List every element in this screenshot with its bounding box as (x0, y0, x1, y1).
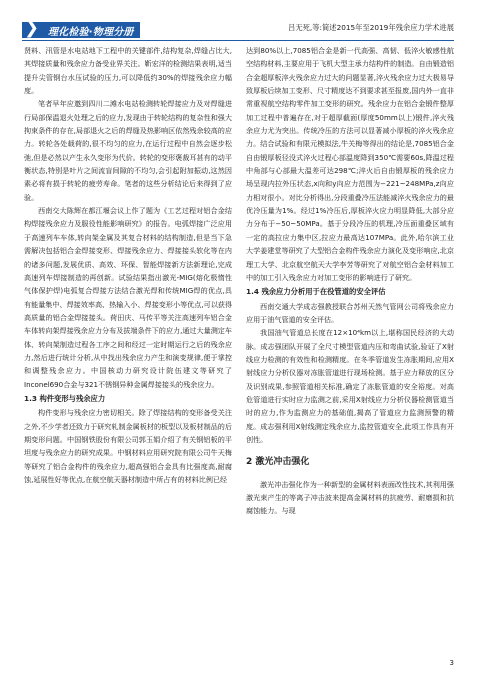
section-heading-2: 2 激光冲击强化 (246, 457, 310, 468)
paragraph: 西南交大陈辉在都江堰会议上作了题为《工艺过程对铝合金结构焊接残余应力及服役性能影响研究》的报告。电弧焊接广泛应用于高速列车车体,转向架金属及其复合材料的结构制造,但是当下急需解决包括铝合金焊接变形、焊接残余应力、焊接接头软化等在内的诸多问题,发展优质、高效、环保、智能焊接新方法新理论,完成高速列车焊接制造的再创新。试验结果指出激光-MIG(熔化极惰性气体保护焊)电弧复合焊接方法结合激光焊和传统MIG焊的优点,具有能量集中、焊接效率高、热输入小、焊接变形小等优点,可以获得高质量的铝合金焊接接头。荷田庆、马传平等关注高速列车铝合金车体转向架焊接残余应力分布及拔端条件下的应力,通过大量测定车体、转向架制造过程各工序之间和经过一定时期运行之后的残余应力,然后进行统计分析,从中找出残余应力产生和演变规律,便于掌控和调整残余应力。中国核动力研究设计院伍建文等研究了Inconel690合金与321不锈钢异种金属焊接接头的残余应力。 (24, 206, 232, 389)
paragraph: 我国油气管道总长度在12×10⁴km以上,堪称国民经济的大动脉。成志强团队开展了全尺寸模型管道内压和弯曲试验,验证了X射线应力检测的有效性和检测精度。在冬季管道发生冻胀期间,应用X射线应力分析仪器对冻胀管道进行现场检测。基于应力释放的区分及识别成果,参照管道相关标准,确定了冻胀管道的安全裕度。对高危管道进行实时应力监测之前,采用X射线应力分析仪器检测管道当时的应力,作为监测应力的基础值,揭高了管道应力监测预警的精度。成志强利用X射线测定残余应力,监控管道安全,此项工作具有开创性。 (246, 328, 454, 444)
paragraph: 构件变形与残余应力密切相关。除了焊接结构的变形备受关注之外,不少学者还致力于研究轧制金属板材的板型以及板材制品的后期变形问题。中国钢铁股份有限公司郭玉娟介绍了有关钢铝板的平坦度与残余应力的研究成果。中钢材料应用研究院有限公司牛天梅等研究了铝合金构件的残余应力,超高强铝合金具有比强度高,耐腐蚀,延展性好等优点,在航空航天器材制造中所占有的材料比例已经 (24, 408, 232, 484)
paragraph: 笔者早年应邀到四川二滩水电站检测转轮焊接应力及对焊缝进行局部保温退火处理之后的应力,发现由于转轮结构的复杂性和强大拘束条件的存在,局部退火之后的焊缝及热影响区依然残余较高的应力。转轮各处载荷的,很不均匀的应力,在运行过程中自然会逐步松弛,但是必然以产生永久变形为代价。转轮的变形褒裁耳甚有的动平衡状态,特别是叶片之间流盲间隙的不均匀,会引起附加振动,这然因素必将有损于转轮的疲劳寿命。笔者的这些分析结论后来得到了应验。 (24, 99, 232, 202)
header-rule (22, 40, 454, 41)
paragraph: 西南交通大学成志强教授联合苏州天然气管网公司将残余应力应用于油气管道的安全评估。 (246, 301, 454, 324)
left-column (24, 44, 232, 486)
paragraph: 贤料、汛管是水电站地下工程中的关键部件,结构复杂,焊缝占比大,其焊接质量和残余应力备受业界关注。靳宏洋的检测结果表明,适当提升尖管钢台水压试验的压力,可以降低约30%的焊接残余应力幅度。 (24, 46, 232, 96)
paragraph: 激光冲击强化作为一种新型的金属材料表面改性技术,其利用强激光束产生的等离子冲击波来提高金属材料的抗疲劳、耐磨损和抗腐蚀能力。与现 (246, 479, 454, 516)
page-number: 3 (449, 659, 454, 667)
right-column (246, 44, 454, 518)
journal-logo-text: 理化检验·物理分册 (48, 27, 134, 38)
running-head: 吕无死,等:简述2015年至2019年残余应力学术进展 (288, 23, 454, 32)
paragraph: 达到80%以上,7085铝合金是新一代高强、高韧、低淬火敏感性航空结构材料,主要应用于飞机大型主承力结构件的制造。自由锻造铝合金超厚板淬火残余应力过大的问题显著,淬火残余应力过大极易导致厚板后续加工变形、尺寸精度达不到要求甚至报废,国内外一直非常重视航空结构零件加工变形的研究。残余应力在铝合金锻件整厚加工过程中普遍存在,对于超厚截面(厚度50mm以上)锻件,淬火残余应力尤为突出。传统冷压的方法可以显著减小厚板的淬火残余应力。结合试验和有限元模拟法,牛关梅等得出的结论是,7085铝合金自由锻厚板径没式淬火过程心部温度降到350℃需要60s,降温过程中角部与心部最大温差可达298℃;淬火后自由锻厚板的残余应力场呈现内拉外压状态,x向和y向应力范围为−221~248MPa,z向应力相对很小。对比分析得出,分段重叠冷压法能减淬火残余应力的最优冷压量为1%。经过1%冷压后,厚板淬火应力明显降低,大部分应力分布于−50~50MPa。基于分段冷压的机理,冷压面重叠区域有一定的高拉应力集中区,拉应力最高达107MPa。此外,哈尔滨工业大学姜建堂等研究了大型铝合金构件残余应力演化及变形响应,北京理工大学、北京航空航天大学李芳等研究了对航空铝合金材料加工中的加工引入残余应力对加工变形的影响进行了研究。 (246, 46, 454, 282)
section-heading-1-3: 1.3 构件变形与残余应力 (24, 393, 106, 403)
journal-logo-icon: ❯ (24, 17, 40, 38)
page-header (0, 0, 480, 40)
section-heading-1-4: 1.4 残余应力分析用于在役管道的安全评估 (246, 287, 386, 297)
